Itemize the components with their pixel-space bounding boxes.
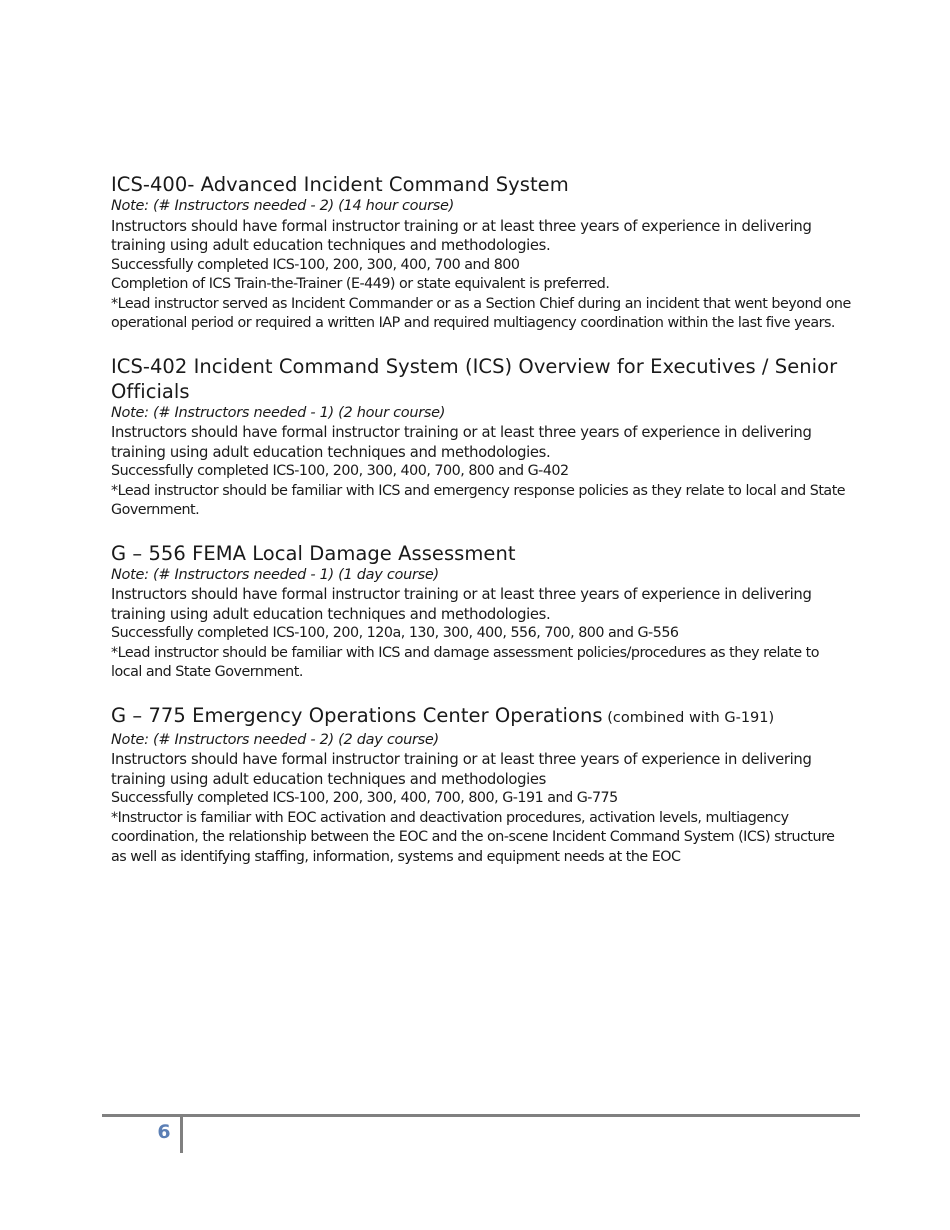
note-detail: (# Instructors needed - 2) (14 hour course) <box>153 198 455 214</box>
requirement-line: Instructors should have formal instructor training or at least three years of experience in delivering training using adult education techniques and methodologies. <box>111 424 812 461</box>
requirement-line: Instructors should have formal instructor training or at least three years of experience in delivering training using adult education techniques and methodologies <box>111 751 812 788</box>
course-title: ICS-400- Advanced Incident Command System <box>111 173 569 196</box>
course-section-g-775 <box>111 703 851 868</box>
note-label: Note: <box>111 731 149 748</box>
note-label: Note: <box>111 566 149 583</box>
note-detail: (# Instructors needed - 2) (2 day course) <box>153 731 439 748</box>
document-body <box>111 172 851 887</box>
requirement-line: Completion of ICS Train-the-Trainer (E-449) or state equivalent is preferred. <box>111 276 610 292</box>
course-title: G – 775 Emergency Operations Center Operations (combined with G-191) <box>111 703 775 727</box>
course-section-g-556 <box>111 541 851 683</box>
footer-rule <box>102 1114 860 1117</box>
requirement-line: Successfully completed ICS-100, 200, 300, 400, 700 and 800 <box>111 256 520 273</box>
course-note <box>111 197 851 217</box>
note-label: Note: <box>111 404 149 421</box>
course-section-ics-402 <box>111 354 851 521</box>
course-note <box>111 731 851 751</box>
course-section-ics-400 <box>111 172 851 334</box>
requirement-line: Instructors should have formal instructor training or at least three years of experience in delivering training using adult education techniques and methodologies. <box>111 217 812 254</box>
requirement-line: *Lead instructor should be familiar with ICS and emergency response policies as they relate to local and State Government. <box>111 482 846 518</box>
note-detail: (# Instructors needed - 1) (1 day course) <box>153 566 439 583</box>
course-title: G – 556 FEMA Local Damage Assessment <box>111 541 516 565</box>
requirement-line: Instructors should have formal instructor training or at least three years of experience in delivering training using adult education techniques and methodologies. <box>111 586 812 623</box>
footer-divider <box>180 1117 183 1153</box>
course-note <box>111 566 851 586</box>
requirement-line: *Instructor is familiar with EOC activation and deactivation procedures, activation levels, multiagency coordination, the relationship between the EOC and the on-scene Incident Command System (ICS) structure as well as identifying staffing, information, systems and equipment needs at the EOC <box>111 809 835 865</box>
requirement-line: Successfully completed ICS-100, 200, 300, 400, 700, 800 and G-402 <box>111 463 569 479</box>
page-number: 6 <box>157 1121 171 1143</box>
note-detail: (# Instructors needed - 1) (2 hour course) <box>153 404 446 421</box>
requirement-line: *Lead instructor should be familiar with ICS and damage assessment policies/procedures as they relate to local and State Government. <box>111 644 820 680</box>
requirement-line: *Lead instructor served as Incident Commander or as a Section Chief during an incident that went beyond one operational period or required a written IAP and required multiagency coordination within the last five years. <box>111 295 851 331</box>
course-title-suffix: (combined with G-191) <box>602 709 775 726</box>
course-note <box>111 404 851 424</box>
course-title: ICS-402 Incident Command System (ICS) Overview for Executives / Senior Officials <box>111 354 838 403</box>
requirement-line: Successfully completed ICS-100, 200, 120a, 130, 300, 400, 556, 700, 800 and G-556 <box>111 625 679 641</box>
requirement-line: Successfully completed ICS-100, 200, 300, 400, 700, 800, G-191 and G-775 <box>111 790 618 806</box>
note-label: Note: <box>111 198 149 214</box>
